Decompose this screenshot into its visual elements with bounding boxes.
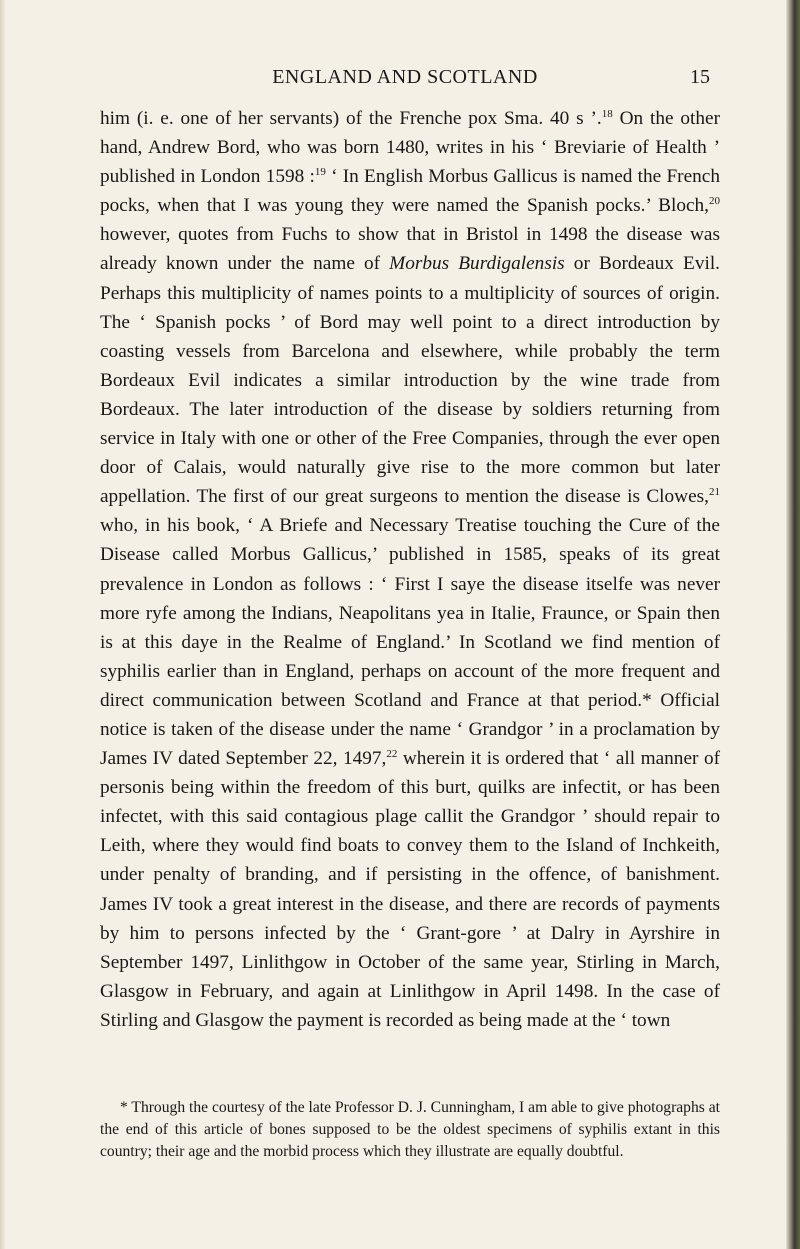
running-title: ENGLAND AND SCOTLAND (272, 66, 538, 88)
footnote-ref-19: 19 (314, 166, 326, 179)
text-segment: or Bordeaux Evil. Perhaps this multiplicity of names points to a multiplicity of sources of origin. The ‘ Spanish pocks ’ of Bord may well point to a direct introduction by coasting vessels from Barcelona and elsewhere, while probably the term Bordeaux Evil indicates a similar introduction by the wine trade from Bordeaux. The later introduction of the disease by soldiers returning from service in Italy with one or other of the Free Companies, through the ever open door of Calais, would naturally give rise to the more common but later appellation. The first of our great surgeons to mention the disease is Clowes, (100, 253, 720, 508)
page-right-edge (786, 0, 800, 1249)
text-segment: however, quotes from Fuchs to show that in Bristol in 1498 the disease was already known under the name of (100, 224, 720, 275)
text-segment: him (i. e. one of her servants) of the Frenche pox Sma. 40 s ’. (100, 108, 602, 129)
footnote-text: * Through the courtesy of the late Professor D. J. Cunningham, I am able to give photographs at the end of this article of bones supposed to be the oldest specimens of syphilis extant in this country; their age and the morbid process which they illustrate are equally doubtful. (100, 1099, 720, 1160)
page-left-edge (0, 0, 6, 1249)
footnote-ref-21: 21 (709, 486, 720, 499)
italic-term: Morbus Burdigalensis (389, 253, 565, 275)
footnote (100, 1097, 720, 1163)
text-segment: ‘ In English Morbus Gallicus is named the French pocks, when that I was young they were named the Spanish pocks.’ Bloch, (100, 166, 720, 217)
footnote-ref-22: 22 (386, 748, 398, 761)
text-segment: wherein it is ordered that ‘ all manner of personis being within the freedom of this burt, quilks are infectit, or has been infectet, with this said contagious plage callit the Grandgor ’ should repair to Leith, where they would find boats to convey them to the Island of Inchkeith, under penalty of branding, and if persisting in the offence, of banishment. James IV took a great interest in the disease, and there are records of payments by him to persons infected by the ‘ Grant-gore ’ at Dalry in Ayrshire in September 1497, Linlithgow in October of the same year, Stirling in March, Glasgow in February, and again at Linlithgow in April 1498. In the case of Stirling and Glasgow the payment is recorded as being made at the ‘ town (100, 748, 721, 1031)
text-segment: who, in his book, ‘ A Briefe and Necessary Treatise touching the Cure of the Disease called Morbus Gallicus,’ published in 1585, speaks of its great prevalence in London as follows : ‘ First I saye the disease itselfe was never more ryfe among the Indians, Neapolitans yea in Italie, Fraunce, or Spain then is at this daye in the Realme of England.’ In Scotland we find mention of syphilis earlier than in England, perhaps on account of the more frequent and direct communication between Scotland and France at that period.* Official notice is taken of the disease under the name ‘ Grandgor ’ in a proclamation by James IV dated September 22, 1497, (100, 515, 720, 770)
page-number: 15 (690, 66, 710, 88)
text-segment: On the other hand, Andrew Bord, who was born 1480, writes in his ‘ Breviarie of Health ’ published in London 1598 : (100, 108, 720, 188)
running-head (100, 66, 710, 90)
body-paragraph (100, 104, 720, 1035)
footnote-ref-20: 20 (709, 195, 720, 208)
footnote-ref-18: 18 (601, 108, 613, 120)
